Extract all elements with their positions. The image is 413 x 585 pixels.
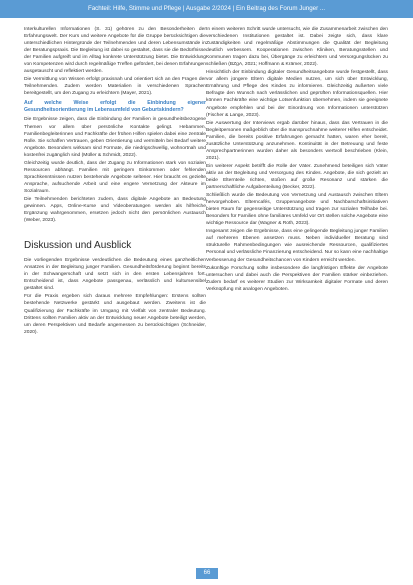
paragraph: Ein weiterer Aspekt betrifft die Rolle der Väter. Zunehmend beteiligen sich Väter aktiv an der Begleitung und Versorgung des Kindes. Angebote, die sich gezielt an beide Elternteile richten, stoßen auf große Resonanz und stärken die partnerschaftliche Aufgabenteilung (Becker, 2022). xyxy=(206,163,388,191)
paragraph: Hinsichtlich der Einbindung digitaler Gesundheitsangebote wurde festgestellt, dass vor allem jüngere Eltern digitale Medien nutzen, um sich über Entwicklung, Ernährung und Pflege des Kindes zu informieren. Gleichzeitig äußerten viele Befragte den Wunsch nach verlässlichen und geprüften Informationsquellen. Hier können Fachkräfte eine wichtige Lotsenfunktion übernehmen, indem sie geeignete Angebote empfehlen und bei der Einordnung von Informationen unterstützen (Fischer & Lange, 2023). xyxy=(206,70,388,118)
left-column xyxy=(24,26,206,337)
page-header: Fachteil: Hilfe, Stimme und Pflege | Ausgabe 2/2024 | Ein Beitrag des Forum Junger ... xyxy=(0,0,413,18)
page-number: 66 xyxy=(196,568,218,579)
paragraph: Interkulturellen Informationen (S. 31) gehören zu den Besonderheiten der Erfahrungswelt. Der Kurs und weitere Angebote für die Gruppe berücksichtigen die unterschiedlichen Hintergründe der Teilnehmenden und deren Lebensumstände in der Beratungspraxis. Die Begleitung ist dabei so gestaltet, dass sie die Bedürfnisse der Familien aufgreift und im Alltag konkrete Unterstützung bietet. Die Entwicklung von Kompetenzen wird durch regelmäßige Treffen gefördert, bei denen Erfahrungen ausgetauscht und reflektiert werden. xyxy=(24,27,206,75)
right-column xyxy=(206,26,388,294)
paragraph: Schließlich wurde die Bedeutung von Vernetzung und Austausch zwischen Eltern hervorgehoben. Elterncafés, Gruppenangebote und Nachbarschaftsinitiativen bieten Raum für gegenseitige Unterstützung und tragen zur sozialen Teilhabe bei. Besonders für Familien ohne familiäres Umfeld vor Ort stellen solche Angebote eine wichtige Ressource dar (Wagner & Roth, 2023). xyxy=(206,193,388,227)
paragraph: Die Teilnehmenden berichteten zudem, dass digitale Angebote an Bedeutung gewinnen. Apps, Online-Kurse und Videoberatungen werden als hilfreiche Ergänzung wahrgenommen, ersetzen jedoch nicht den persönlichen Austausch (Weber, 2023). xyxy=(24,196,206,224)
paragraph: Die Ergebnisse zeigen, dass die Einbindung der Familien in gesundheitsbezogene Themen vor allem über persönliche Kontakte gelingt. Hebammen, Familienbegleiterinnen und Fachkräfte der frühen Hilfen spielen dabei eine zentrale Rolle. Sie schaffen Vertrauen, geben Orientierung und vermitteln bei Bedarf weitere Angebote. Besonders wirksam sind Formate, die niedrigschwellig, wohnortnah und kostenfrei zugänglich sind (Müller & Schmidt, 2022). xyxy=(24,117,206,158)
paragraph: Die Auswertung der Interviews ergab darüber hinaus, dass das Vertrauen in die Begleitpersonen maßgeblich über die Inanspruchnahme weiterer Hilfen entscheidet. Familien, die bereits positive Erfahrungen gemacht hatten, waren eher bereit, zusätzliche Unterstützung anzunehmen. Kontinuität in der Betreuung und feste Ansprechpartnerinnen wurden daher als besonders wertvoll beschrieben (Klein, 2021). xyxy=(206,120,388,161)
subheading: Auf welche Weise erfolgt die Einbindung eigener Gesundheitsorientierung im Lebensumfeld von Geburtskindern? xyxy=(24,100,206,114)
paragraph: Für die Praxis ergeben sich daraus mehrere Empfehlungen: Erstens sollten bestehende Netzwerke gestärkt und ausgebaut werden. Zweitens ist die Qualifizierung der Fachkräfte im Umgang mit Vielfalt von zentraler Bedeutung. Drittens sollten Familien aktiv an der Entwicklung neuer Angebote beteiligt werden, um deren Perspektiven und Bedarfe angemessen zu berücksichtigen (Schneider, 2020). xyxy=(24,294,206,335)
paragraph: Zukünftige Forschung sollte insbesondere die langfristigen Effekte der Angebote untersuchen und dabei auch die Perspektiven der Familien stärker einbeziehen. Zudem bedarf es weiterer Studien zur Wirksamkeit digitaler Formate und deren Verknüpfung mit analogen Angeboten. xyxy=(206,265,388,292)
paragraph: Die vorliegenden Ergebnisse verdeutlichen die Bedeutung eines ganzheitlichen Ansatzes in der Begleitung junger Familien. Gesundheitsförderung beginnt bereits in der Schwangerschaft und setzt sich in den ersten Lebensjahren fort. Entscheidend ist, dass Angebote passgenau, verlässlich und kultursensibel gestaltet sind. xyxy=(24,258,206,292)
paragraph: Gleichzeitig wurde deutlich, dass der Zugang zu Informationen stark von sozialen Ressourcen abhängt. Familien mit geringem Einkommen oder fehlenden Sprachkenntnissen nutzen bestehende Angebote seltener. Hier braucht es gezielte Ansprache, aufsuchende Arbeit und eine engere Vernetzung der Akteure im Sozialraum. xyxy=(24,160,206,194)
paragraph: In einem weiteren Schritt wurde untersucht, wie die Zusammenarbeit zwischen den verschiedenen Institutionen gestaltet ist. Dabei zeigte sich, dass klare Zuständigkeiten und regelmäßige Abstimmungen die Qualität der Begleitung deutlich verbessern. Kooperationen zwischen Kliniken, Beratungsstellen und Kommunen tragen dazu bei, Übergänge zu erleichtern und Versorgungslücken zu schließen (BZgA, 2021; Hoffmann & Krämer, 2022). xyxy=(206,27,388,68)
paragraph: Insgesamt zeigen die Ergebnisse, dass eine gelingende Begleitung junger Familien auf mehreren Ebenen ansetzen muss. Neben individueller Beratung sind strukturelle Rahmenbedingungen wie ausreichende Ressourcen, qualifiziertes Personal und verlässliche Finanzierung entscheidend. Nur so kann eine nachhaltige Verbesserung der Gesundheitschancen von Kindern erreicht werden. xyxy=(206,229,388,263)
section-heading: Diskussion und Ausblick xyxy=(24,240,132,252)
paragraph: Die Vermittlung von Wissen erfolgt praxisnah und orientiert sich an den Fragen der Teilnehmenden. Zudem werden Materialien in verschiedenen Sprachen bereitgestellt, um den Zugang zu erleichtern (Mayer, 2021). xyxy=(24,77,206,97)
